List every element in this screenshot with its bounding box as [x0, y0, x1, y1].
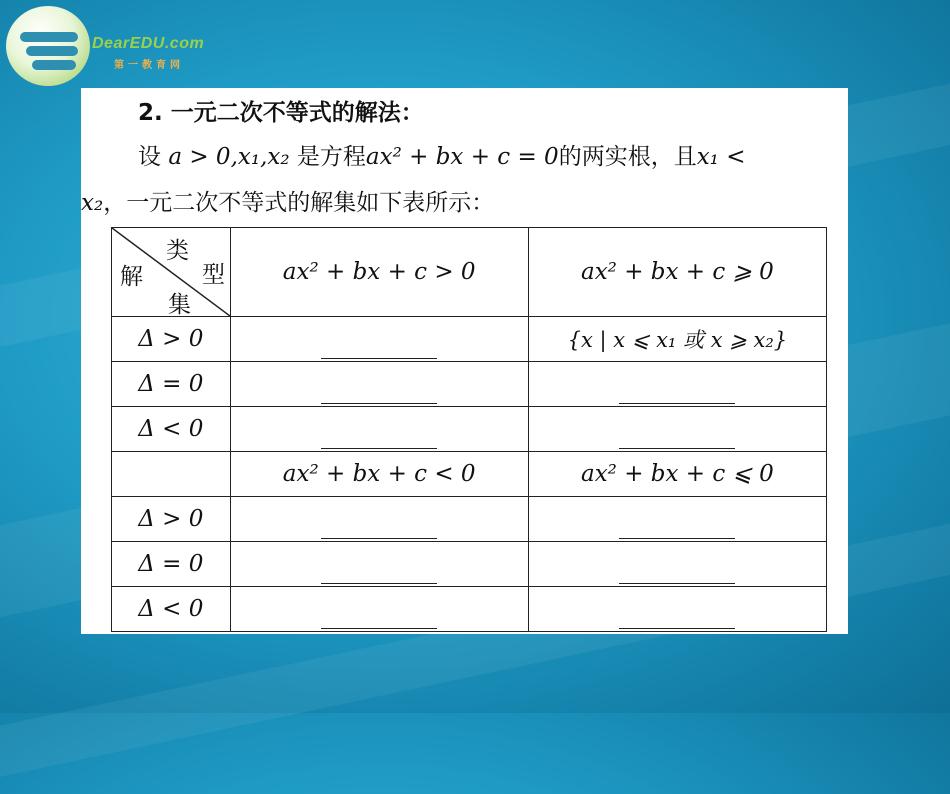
- blank-line: [619, 516, 735, 539]
- answer-blank: [230, 587, 528, 632]
- blank-line: [321, 606, 437, 629]
- row-label-delta-neg: Δ < 0: [112, 587, 231, 632]
- blank-line: [619, 561, 735, 584]
- intro-text: 的两实根，且: [558, 144, 697, 170]
- table-row: [112, 407, 827, 452]
- blank-line: [321, 561, 437, 584]
- table-subheader-row: [112, 452, 827, 497]
- condition-a: a > 0: [168, 144, 231, 170]
- roots-x1-x2: ,x₁,x₂: [230, 144, 290, 170]
- empty-cell: [112, 452, 231, 497]
- roots-order: x₁ <: [696, 144, 746, 170]
- table-header-row: [112, 228, 827, 317]
- blank-line: [321, 381, 437, 404]
- intro-text: 设: [138, 144, 161, 170]
- intro-text: ，一元二次不等式的解集如下表所示：: [103, 190, 495, 216]
- col-header-gt0: ax² + bx + c > 0: [230, 228, 528, 317]
- row-label-delta-neg: Δ < 0: [112, 407, 231, 452]
- logo-mark-icon: [6, 6, 90, 86]
- col-header-ge0: ax² + bx + c ⩾ 0: [528, 228, 826, 317]
- table-row: [112, 317, 827, 362]
- logo-sub-text: 第一教育网: [114, 60, 184, 71]
- answer-blank: [528, 497, 826, 542]
- diagonal-header-cell: [112, 228, 231, 317]
- answer-blank: [528, 407, 826, 452]
- table-row: [112, 542, 827, 587]
- answer-blank: [230, 497, 528, 542]
- row-label-delta-zero: Δ = 0: [112, 362, 231, 407]
- blank-line: [619, 381, 735, 404]
- blank-line: [619, 606, 735, 629]
- table-row: [112, 497, 827, 542]
- logo-site-text: DearEDU.com: [92, 35, 205, 52]
- row-label-delta-zero: Δ = 0: [112, 542, 231, 587]
- blank-line: [321, 336, 437, 359]
- answer-blank: [528, 542, 826, 587]
- logo: [6, 6, 246, 86]
- diag-label-type: 类: [166, 238, 189, 264]
- diag-label-solution: 解: [120, 264, 143, 290]
- intro-line-1: [138, 138, 745, 171]
- blank-line: [619, 426, 735, 449]
- answer-blank: [230, 542, 528, 587]
- table-row: [112, 587, 827, 632]
- col-header-lt0: ax² + bx + c < 0: [230, 452, 528, 497]
- col-header-le0: ax² + bx + c ⩽ 0: [528, 452, 826, 497]
- root-x2: x₂: [81, 190, 104, 216]
- row-label-delta-pos: Δ > 0: [112, 497, 231, 542]
- answer-blank: [230, 407, 528, 452]
- answer-ge0-delta-pos: {x | x ⩽ x₁ 或 x ⩾ x₂}: [528, 317, 826, 362]
- answer-blank: [230, 317, 528, 362]
- answer-blank: [528, 362, 826, 407]
- row-label-delta-pos: Δ > 0: [112, 317, 231, 362]
- blank-line: [321, 516, 437, 539]
- blank-line: [321, 426, 437, 449]
- answer-blank: [528, 587, 826, 632]
- section-heading: 2. 一元二次不等式的解法：: [138, 100, 424, 126]
- diag-label-type-2: 型: [202, 262, 225, 288]
- diag-label-set: 集: [168, 292, 191, 318]
- solution-table: [111, 227, 827, 632]
- table-row: [112, 362, 827, 407]
- content-card: [81, 88, 848, 634]
- intro-text: 是方程: [296, 144, 366, 170]
- intro-line-2: [81, 184, 494, 217]
- answer-blank: [230, 362, 528, 407]
- quadratic-equation: ax² + bx + c = 0: [365, 144, 559, 170]
